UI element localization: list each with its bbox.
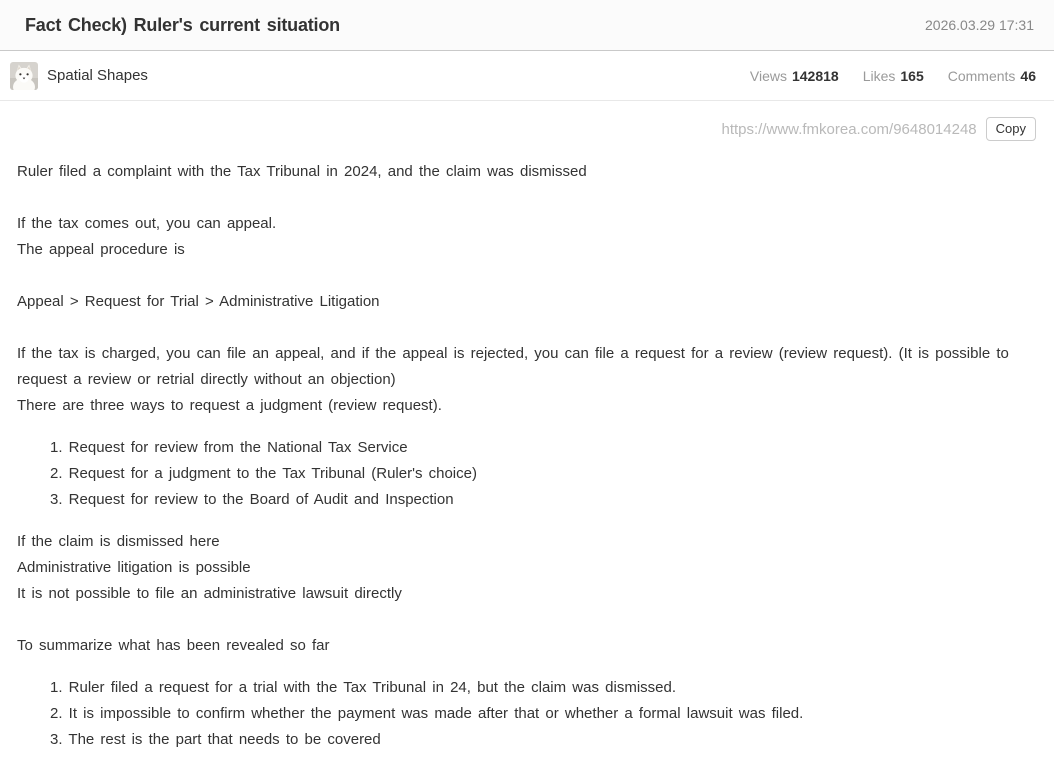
paragraph-line: If the claim is dismissed here	[17, 533, 220, 550]
page-title: Fact Check) Ruler's current situation	[25, 14, 340, 35]
list-item: 2. Request for a judgment to the Tax Tribunal (Ruler's choice)	[50, 465, 477, 482]
post-body	[0, 141, 1054, 753]
paragraph-line: If the tax is charged, you can file an appeal, and if the appeal is rejected, you can file a request for a review (review request). (It is possible to request a review or retrial directly without an objection)	[17, 345, 1009, 388]
author-name[interactable]: Spatial Shapes	[47, 67, 148, 84]
post-paragraph	[17, 159, 1037, 185]
appeal-options-list	[17, 435, 1037, 513]
paragraph-line: To summarize what has been revealed so far	[17, 637, 330, 654]
author-bar	[0, 51, 1054, 101]
post-paragraph	[17, 289, 1037, 315]
paragraph-line: Administrative litigation is possible	[17, 559, 251, 576]
author-profile[interactable]	[10, 62, 148, 90]
paragraph-line: It is not possible to file an administrative lawsuit directly	[17, 585, 402, 602]
views-stat	[750, 68, 839, 84]
post-paragraph	[17, 341, 1037, 419]
paragraph-line: Ruler filed a complaint with the Tax Tribunal in 2024, and the claim was dismissed	[17, 163, 587, 180]
copy-url-button[interactable]: Copy	[986, 117, 1036, 141]
post-title-bar	[0, 0, 1054, 51]
likes-label: Likes	[862, 67, 896, 84]
post-date: 2026.03.29 17:31	[925, 17, 1034, 33]
paragraph-line: Appeal > Request for Trial > Administrative Litigation	[17, 293, 380, 310]
comments-value: 46	[1020, 67, 1036, 84]
list-item: 3. The rest is the part that needs to be covered	[50, 731, 381, 748]
comments-label: Comments	[947, 67, 1016, 84]
paragraph-line: The appeal procedure is	[17, 241, 185, 258]
list-item: 3. Request for review to the Board of Audit and Inspection	[50, 491, 454, 508]
share-url-row	[0, 101, 1054, 141]
list-item: 2. It is impossible to confirm whether the payment was made after that or whether a formal lawsuit was filed.	[50, 705, 804, 722]
views-label: Views	[749, 67, 787, 84]
share-url: https://www.fmkorea.com/9648014248	[721, 120, 977, 138]
paragraph-line: If the tax comes out, you can appeal.	[17, 215, 277, 232]
post-stats	[750, 68, 1036, 84]
paragraph-line: There are three ways to request a judgment (review request).	[17, 397, 442, 414]
likes-value: 165	[900, 67, 924, 84]
list-item: 1. Request for review from the National Tax Service	[50, 439, 408, 456]
post-paragraph	[17, 633, 1037, 659]
post-paragraph	[17, 529, 1037, 607]
views-value: 142818	[791, 67, 839, 84]
author-avatar[interactable]	[10, 62, 38, 90]
summary-list	[17, 675, 1037, 753]
comments-stat	[948, 68, 1036, 84]
post-paragraph	[17, 211, 1037, 263]
likes-stat	[863, 68, 924, 84]
list-item: 1. Ruler filed a request for a trial with the Tax Tribunal in 24, but the claim was dismissed.	[50, 679, 677, 696]
